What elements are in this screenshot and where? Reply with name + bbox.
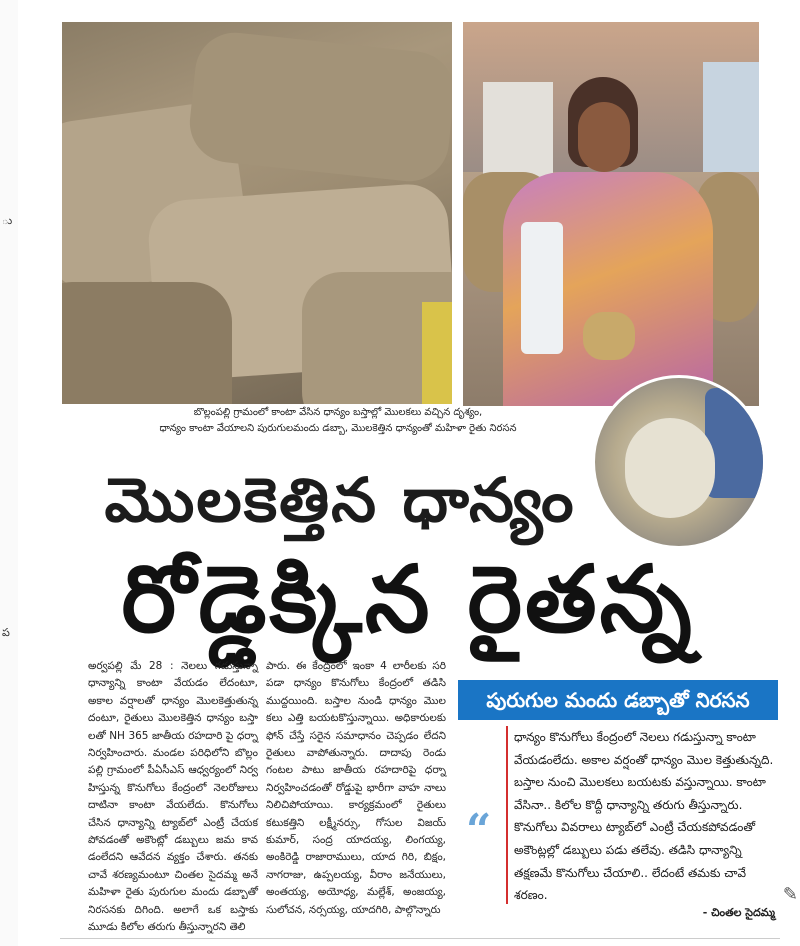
pencil-icon: ✎ <box>782 884 798 905</box>
edge-mark: ు <box>2 214 13 227</box>
quote-author: - చింతల సైదమ్మ <box>702 906 775 919</box>
body-column-2 <box>266 658 446 919</box>
farmer-protest-photo <box>463 22 759 406</box>
headline-line-2: రోడ్డెక్కిన రైతన్న <box>121 546 695 653</box>
caption-line-2: ధాన్యం కాంటా వేయాలని పురుగులమందు డబ్బా, మొలకెత్తిన ధాన్యంతో మహిళా రైతు నిరసన <box>159 423 517 434</box>
grain-sacks-photo <box>62 22 452 404</box>
headline-line-1: మొలకెత్తిన ధాన్యం <box>104 465 576 537</box>
quote-mark-icon: “ <box>466 805 492 856</box>
body-text: పారు. ఈ కేంద్రంలో ఇంకా 4 లారీలకు సరి పడా ధాన్యం కొనుగోలు కేంద్రంలో తడిసి ముద్దయింది. బస్తాల నుండి ధాన్యం మొల కలు ఎత్తి బయటకొస్తున్నాయి. అధికారులకు ఫోన్ చేస్తే సరైన సమాధానం చెప్పడం లేదని రైతులు వాపోతున్నారు. దాదాపు రెండు గంటల పాటు జాతీయ రహదారిపై ధర్నా నిర్వహించడంతో రోడ్డుపై భారీగా వాహ నాలు నిలిచిపోయాయి. కార్యక్రమంలో రైతులు కటుకత్తిని లక్ష్మీనర్సు, గోసుల విజయ్ కుమార్, సంద్ర యాదయ్య, లింగయ్య, అంకిరెడ్డి రాజారాములు, యాద గిరి, బిక్షం, నాగరాజు, ఉప్పలయ్య, వీరాం జనేయులు, అంతయ్య, అయోధ్య, మల్లేశ్, అంజయ్య, సులోచన, నర్సయ్య, యాదగిరి, పాల్గొన్నారు <box>266 660 446 916</box>
caption-line-1: బొల్లంపల్లి గ్రామంలో కాంటా వేసిన ధాన్యం బస్తాల్లో మొలకలు వచ్చిన దృశ్యం, <box>193 407 483 418</box>
page-edge <box>0 0 18 946</box>
photo-caption <box>88 405 588 437</box>
quote-text: ధాన్యం కొనుగోలు కేంద్రంలో నెలలు గడుస్తున్నా కాంటా వేయడంలేదు. అకాల వర్షంతో ధాన్యం మొల కెత్తుతున్నది. బస్తాల నుంచి మొలకలు బయటకు వస్తున్నాయి. కాంటా వేసినా.. కిలోల కొద్దీ ధాన్యాన్ని తరుగు తీస్తున్నారు. కొనుగోలు వివరాలు ట్యాబ్‌లో ఎంట్రీ చేయకపోవడంతో అకౌంట్లల్లో డబ్బులు పడు తలేవు. తడిసి ధాన్యాన్ని తక్షణమే కొనుగోలు చేయాలి.. లేదంటే తమకు చావే శరణం. <box>514 730 774 903</box>
body-column-1 <box>88 658 258 937</box>
bottom-divider <box>60 938 780 939</box>
quote-divider <box>506 726 508 904</box>
body-text: అర్వపల్లి మే 28 : నెలలు గడుస్తున్నా ధాన్యాన్ని కాంటా వేయడం లేదంటూ, అకాల వర్షాలతో ధాన్యం మొలకెత్తుతున్న దంటూ, రైతులు మొలకెత్తిన ధాన్యం బస్తా లతో NH 365 జాతీయ రహదారి పై ధర్నా నిర్వహించారు. మండల పరిధిలోని బొల్లం పల్లి గ్రామంలో పీఏసీఎస్ ఆధ్వర్యంలో నిర్వ హిస్తున్న కొనుగోలు కేంద్రంలో నెలరోజులు దాటినా కాంటా వేయలేదు. కొనుగోలు చేసిన ధాన్యాన్ని ట్యాబ్‌లో ఎంట్రీ చేయక పోవడంతో అకౌంట్లో డబ్బులు జమ కావ డంలేదని ఆవేదన వ్యక్తం చేశారు. తనకు చావే శరణ్యమంటూ చింతల సైదమ్మ అనే మహిళా రైతు పురుగుల మందు డబ్బాతో నిరసనకు దిగింది. అలాగే ఒక బస్తాకు మూడు కిలోల తరుగు తీస్తున్నారని తెలి <box>88 660 258 934</box>
edge-mark: ప <box>2 626 10 639</box>
subhead-banner: పురుగుల మందు డబ్బాతో నిరసన <box>458 680 778 720</box>
